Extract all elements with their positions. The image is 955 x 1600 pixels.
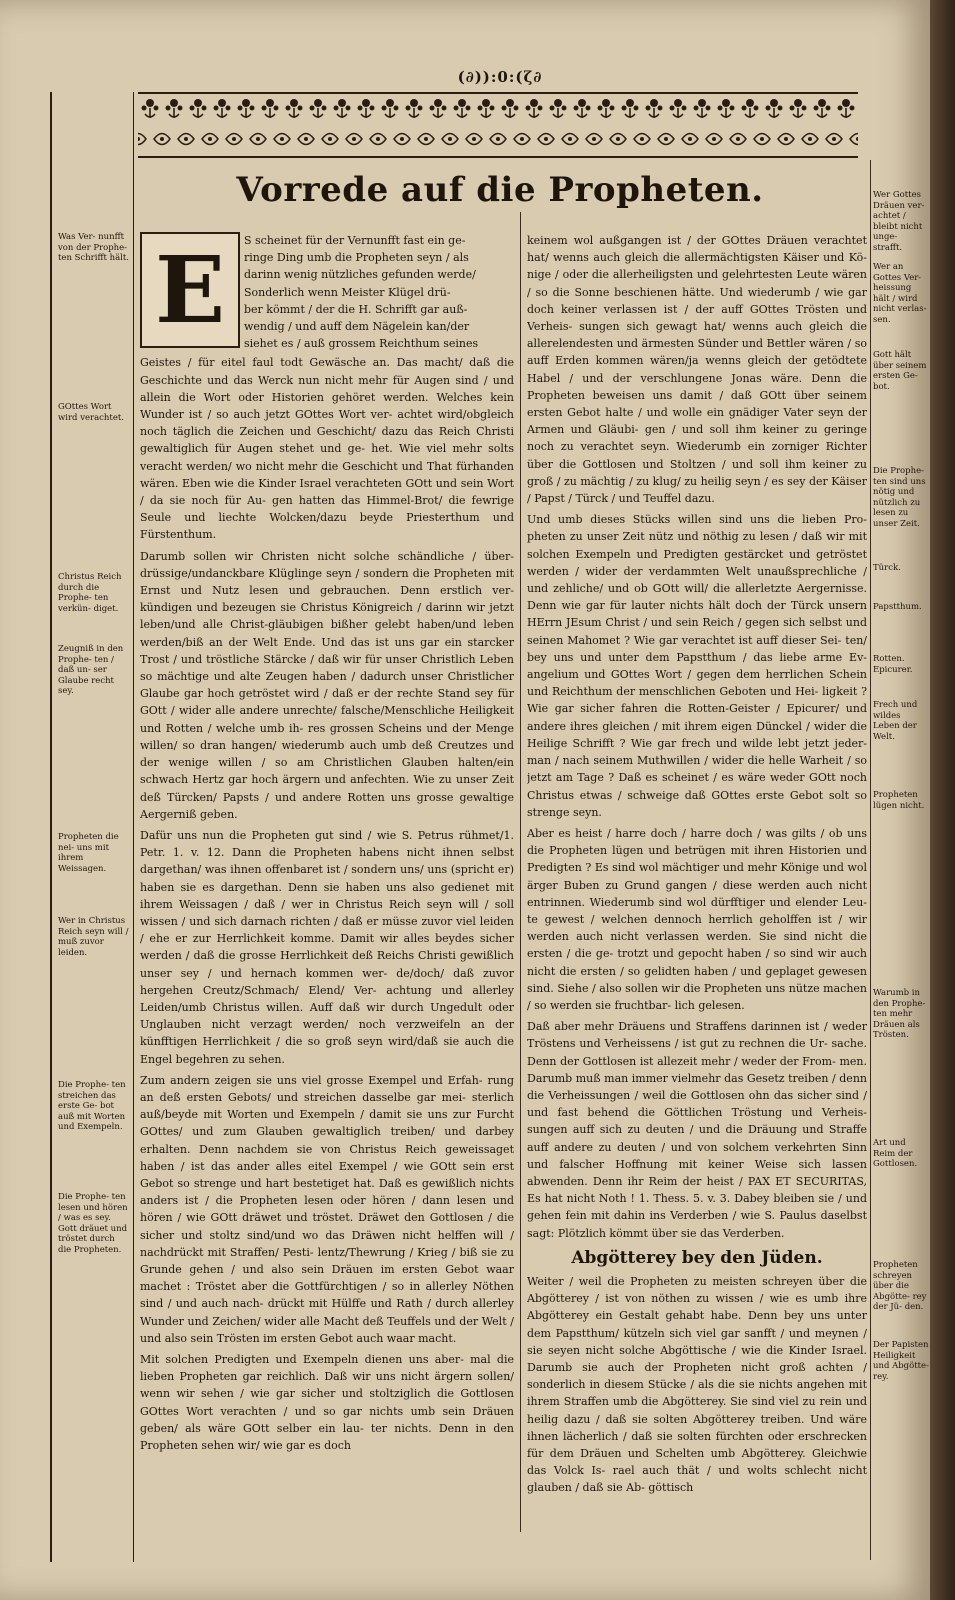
book-gutter-edge xyxy=(930,0,955,1600)
body-paragraph: keinem wol außgangen ist / der GOttes Dräuen verachtet hat/ wenns auch gleich die allermächtigsten Käiser und Kö- nige / oder die allerheiligsten und gelehrtesten Leute wären / so die Sonne beschienen hätte. Und wiederumb / wie gar doch keiner verlassen ist / der auff GOttes Trösten und Verheis- sungen sich gewagt hat/ wenns auch gleich die allerelendesten und ärmesten Sünder und Bettler wären / so auff Erden kommen wären/ja wenns gleich der getödtete Habel / und der verschlungene Jonas wäre. Denn die Propheten beweisen uns damit / daß GOtt über seinem ersten Gebot halte / und wolle ein gnädiger Vater seyn der Armen und Gläubi- gen / und soll ihm keiner zu geringe noch zu verachtet seyn. Wiederumb ein zorniger Richter über die Gottlosen und Stoltzen / und soll ihm keiner zu groß / zu mächtig / zu klug/ zu heilig seyn / es sey der Käiser / Papst / Türck / und Teuffel dazu. xyxy=(527,234,867,506)
margin-note-right: Wer Gottes Dräuen ver- achtet / bleibt nicht unge- strafft. xyxy=(873,190,925,253)
body-paragraph: Weiter / weil die Propheten zu meisten schreyen über die Abgötterey / ist von nöthen zu wissen / wie es umb ihre Abgötterey ein Gestalt gehabt habe. Denn bey uns unter dem Papstthum/ kützeln sich viel gar sanfft / und meynen / sie seyen nicht solche Abgöttische / wie die Kinder Israel. Darumb sie auch der Propheten nicht groß achten / sonderlich in diesem Stücke / als die sie nichts angehen mit ihrem Straffen umb die Abgötterey. Sie sind viel zu rein und heilig dazu / daß sie solten Abgötterey treiben. Und wäre ihnen lächerlich / daß sie solten fürchten oder erschrecken für dem Dräuen und Schelten umb Abgötterey. Gleichwie das Volck Is- rael auch thät / und wolts schlecht nicht glauben / daß sie Ab- göttisch xyxy=(527,1274,867,1495)
right-margin-rule xyxy=(870,160,871,1560)
lead-line: ringe Ding umb die Propheten seyn / als xyxy=(244,251,469,265)
left-border-rule xyxy=(50,92,52,1562)
lead-paragraph xyxy=(140,232,514,352)
lead-line: S scheinet für der Vernunfft fast ein ge- xyxy=(244,234,466,247)
margin-note-left: Christus Reich durch die Prophe- ten verkün- diget. xyxy=(58,572,122,614)
ornament-pattern-icon xyxy=(138,94,858,156)
margin-note-left: Wer in Christus Reich seyn will / muß zuvor leiden. xyxy=(58,916,129,958)
margin-note-left: Die Prophe- ten lesen und hören / was es sey. Gott dräuet und tröstet durch die Propheten. xyxy=(58,1192,128,1255)
margin-note-left: Propheten die nei- uns mit ihrem Weissagen. xyxy=(58,832,119,874)
drop-cap-initial: E xyxy=(140,232,240,348)
body-paragraph: Aber es heist / harre doch / harre doch / was gilts / ob uns die Propheten lügen und betrügen mit ihren Historien und Predigten ? Es sind wol mächtiger und mehr Könige und wol ärger Buben zu Grund gangen / diese werden auch nicht entrinnen. Wiederumb sind wol dürfftiger und elender Leu- te gewest / welchen dennoch herrlich geholffen ist / wir werden auch nicht verlassen werden. Sie sind nicht die ersten / die ge- trotzt und gepocht haben / so sind wir auch nicht die ersten / so gelidten haben / und geplaget gewesen sind. Siehe / also sollen wir die Propheten uns nütze machen / so werden sie fruchtbar- lich gelesen. xyxy=(527,826,867,1012)
body-paragraph: Daß aber mehr Dräuens und Straffens darinnen ist / weder Tröstens und Verheissens / ist gut zu rechnen die Ur- sache. Denn der Gottlosen ist allezeit mehr / weder der From- men. Darumb muß man immer vielmehr das Gesetz treiben / denn die Verheissungen / weil die Gottlosen ohn das sicher sind / und fast behend die Göttlichen Tröstung und Verheis- sungen auff sich zu deuten / und die Dräuung und Straffe auff andere zu deuten / und von solchem verkehrten Sinn und falscher Hoffnung mit keiner Weise sich lassen abwenden. Denn ihr Reim der heist / PAX ET SECURITAS, Es hat nicht Noth ! 1. Thess. 5. v. 3. Dabey bleiben sie / und gehen fein mit dahin ins Verderben / wie S. Paulus daselbst sagt: Plötzlich kömmt über sie das Verderben. xyxy=(527,1020,867,1240)
margin-note-right: Papstthum. xyxy=(873,602,922,612)
margin-note-right: Türck. xyxy=(873,563,901,573)
margin-note-right: Rotten. Epicurer. xyxy=(873,654,913,675)
lead-line: ber kömmt / der die H. Schrifft gar auß- xyxy=(244,302,468,316)
margin-note-right: Propheten schreyen über die Abgötte- rey der Jü- den. xyxy=(873,1260,927,1312)
body-paragraph: Darumb sollen wir Christen nicht solche schändliche / über- drüssige/undanckbare Klüglinge seyn / sondern die Propheten mit Ernst und Nutz lesen und gebrauchen. Denn erstlich ver- kündigen und bezeugen sie Christus Königreich / darinn wir jetzt leben/und alle Christ-gläubigen bißher gelebt haben/und leben werden/biß an der Welt Ende. Und das ist uns gar ein starcker Trost / und tröstliche Stärcke / daß wir für unser Christlich Leben so mächtige und alte Zeugen haben / dadurch unser Christlicher Glaube gar hoch getröstet wird / daß er der rechte Stand sey für GOtt / wider alle andere unrechte/ falsche/Menschliche Heiligkeit und Rotten / welche umb ih- res grossen Scheins und der Menge willen/ so dran hangen/ wiederumb auch umb deß Creutzes und der wenige willen / so am Christlichen Glauben halten/ein schwach Hertz gar hoch ärgern und anfechten. Wie zu unser Zeit deß Türcken/ Papsts / und andere Rotten uns grosse gewaltige Aergerniß geben. xyxy=(140,549,514,821)
lead-line: siehet es / auß grossem Reichthum seines xyxy=(244,337,479,351)
margin-note-right: Der Papisten Heiligkeit und Abgötte- rey. xyxy=(873,1340,929,1382)
margin-note-right: Warumb in den Prophe- ten mehr Dräuen als Trösten. xyxy=(873,988,926,1040)
margin-divider-rule xyxy=(133,92,134,1562)
body-paragraph: Geistes / für eitel faul todt Gewäsche an. Das macht/ daß die Geschichte und das Werck nun nicht mehr für Augen sind / und allein die Wort oder Historien gehöret werden. Welches kein Wunder ist / so auch jetzt GOttes Wort ver- achtet wird/obgleich noch täglich die Zeichen und Geschicht/ dazu das Reich Christi gewaltiglich für Augen stehet und ge- het. Wie viel mehr solts veracht werden/ wo nicht mehr die Geschicht und That fürhanden wären. Eben wie die Kinder Israel verachteten GOtt und sein Wort / da sie noch für Au- gen hatten das Himmel-Brot/ die fewrige Seule und liechte Wolcken/dazu beyde Priesterthum und Fürstenthum. xyxy=(140,356,514,542)
body-paragraph: Zum andern zeigen sie uns viel grosse Exempel und Erfah- rung an deß ersten Gebots/ und streichen dasselbe gar mei- sterlich auß/beyde mit Worten und Exempeln / damit sie uns zur Furcht GOttes/ und zum Glauben gewaltiglich treiben/ und darbey erhalten. Denn nachdem sie von Christus Reich geweissaget haben / ist das ander alles eitel Exempel / wie GOtt sein erst Gebot so strenge und hart bestetiget hat. Daß es gewißlich nichts anders ist / die Propheten lesen oder hören / dann lesen und hören / wie GOtt dräwet und tröstet. Dräwet den Gottlosen / die sicher und stoltz sind/und wo das Dräwen nicht helffen will / nachdrückt mit Straffen/ Pesti- lentz/Thewrung / Krieg / biß sie zu Grunde gehen / und also sein Dräuen im ersten Gebot waar machet : Tröstet aber die Gottfürchtigen / so in allerley Nöthen sind / und auch nach- drückt mit Hülffe und Rath / durch allerley Wunder und Zeichen/ wider alle Macht deß Teuffels und der Welt / und also sein Trösten im ersten Gebot auch waar macht. xyxy=(140,1073,514,1345)
margin-note-left: GOttes Wort wird verachtet. xyxy=(58,402,124,423)
page-number: (∂)):0:(ζ∂ xyxy=(457,68,543,86)
margin-note-right: Wer an Gottes Ver- heissung hält / wird nicht verlas- sen. xyxy=(873,262,927,325)
lead-line: Sonderlich wenn Meister Klügel drü- xyxy=(244,285,451,299)
margin-note-left: Die Prophe- ten streichen das erste Ge- bot auß mit Worten und Exempeln. xyxy=(58,1080,126,1132)
body-paragraph: Mit solchen Predigten und Exempeln dienen uns aber- mal die lieben Propheten gar reichlich. Daß wir uns nicht ärgern sollen/ wenn wir sehen / wie gar sicher und stoltziglich die Gottlosen GOttes Wort verachten / und so gar nichts umb sein Dräuen geben/ als wäre GOtt selber ein lau- ter nichts. Denn in den Propheten sehen wir/ wie gar es doch xyxy=(140,1353,514,1453)
margin-note-left: Zeugniß in den Prophe- ten / daß un- ser Glaube recht sey. xyxy=(58,644,124,696)
body-paragraph: Dafür uns nun die Propheten gut sind / wie S. Petrus rühmet/1. Petr. 1. v. 12. Dann die Propheten habens nicht ihnen selbst dargethan/ was ihnen offenbaret ist / sondern uns/ uns (spricht er) haben sie es dargethan. Denn sie haben uns also gedienet mit ihrem Weissagen / daß / wer in Christus Reich seyn will / soll wissen / und sich darnach richten / daß er müsse zuvor viel leiden / ehe er zur Herrlichkeit komme. Damit wir alles beydes sicher werden / daß die grosse Herrlichkeit deß Reichs Christi gewißlich unser sey / und hernach kommen wer- de/doch/ daß zuvor hergehen Creutz/Schmach/ Elend/ Ver- achtung und allerley Leiden/umb Christus willen. Auff daß wir durch Ungedult oder Unglauben nicht verzagt werden/ noch verzweifeln an der künfftigen Herrlichkeit / die so groß seyn wird/daß sie auch die Engel begehren zu sehen. xyxy=(140,828,514,1066)
margin-note-right: Die Prophe- ten sind uns nötig und nützlich zu lesen zu unser Zeit. xyxy=(873,466,926,529)
decorative-ornament-band xyxy=(138,92,858,158)
margin-note-right: Propheten lügen nicht. xyxy=(873,790,925,811)
page-title: Vorrede auf die Propheten. xyxy=(236,170,764,210)
lead-line: wendig / und auff dem Nägelein kan/der xyxy=(244,320,470,334)
margin-note-right: Gott hält über seinem ersten Ge- bot. xyxy=(873,350,927,392)
lead-line: darinn wenig nützliches gefunden werde/ xyxy=(244,268,476,282)
margin-note-right: Art und Reim der Gottlosen. xyxy=(873,1138,918,1169)
right-text-column xyxy=(527,232,867,1552)
column-divider-rule xyxy=(520,212,521,1532)
body-paragraph: Und umb dieses Stücks willen sind uns die lieben Pro- pheten zu unser Zeit nütz und nöthig zu lesen / daß wir mit solchen Exempeln und Predigten gestärcket und getröstet werden / wider der verdammten Welt unaußsprechliche / und zehliche/ und ob GOtt will/ die allerletzte Aergernisse. Denn wie gar für lauter nichts hält doch der Türck unsern HErrn JEsum Christ / und sein Reich / gegen sich selbst und seinen Mahomet ? Wie gar verachtet ist auff dieser Sei- ten/ bey uns und unter dem Papstthum / das liebe arme Ev- angelium und GOttes Wort / gegen dem herrlichen Schein und Reichthum der menschlichen Geboten und Hei- ligkeit ? Wie gar sicher fahren die Rotten-Geister / Epicurer/ und andere ihres gleichen / mit ihrem eigen Dünckel / wider die Heilige Schrifft ? Wie gar frech und wilde lebt jetzt jeder- man / nach seinem Muthwillen / wider die helle Warheit / so jetzt am Tage ? Daß es scheinet / es wäre weder GOtt noch Christus etwas / schweige daß GOttes erste Gebot solt so strenge seyn. xyxy=(527,513,867,819)
section-subheading: Abgötterey bey den Jüden. xyxy=(571,1247,823,1268)
margin-note-right: Frech und wildes Leben der Welt. xyxy=(873,700,918,742)
left-text-column xyxy=(140,232,514,1572)
margin-note-left: Was Ver- nunfft von der Prophe- ten Schrifft hält. xyxy=(58,232,129,263)
